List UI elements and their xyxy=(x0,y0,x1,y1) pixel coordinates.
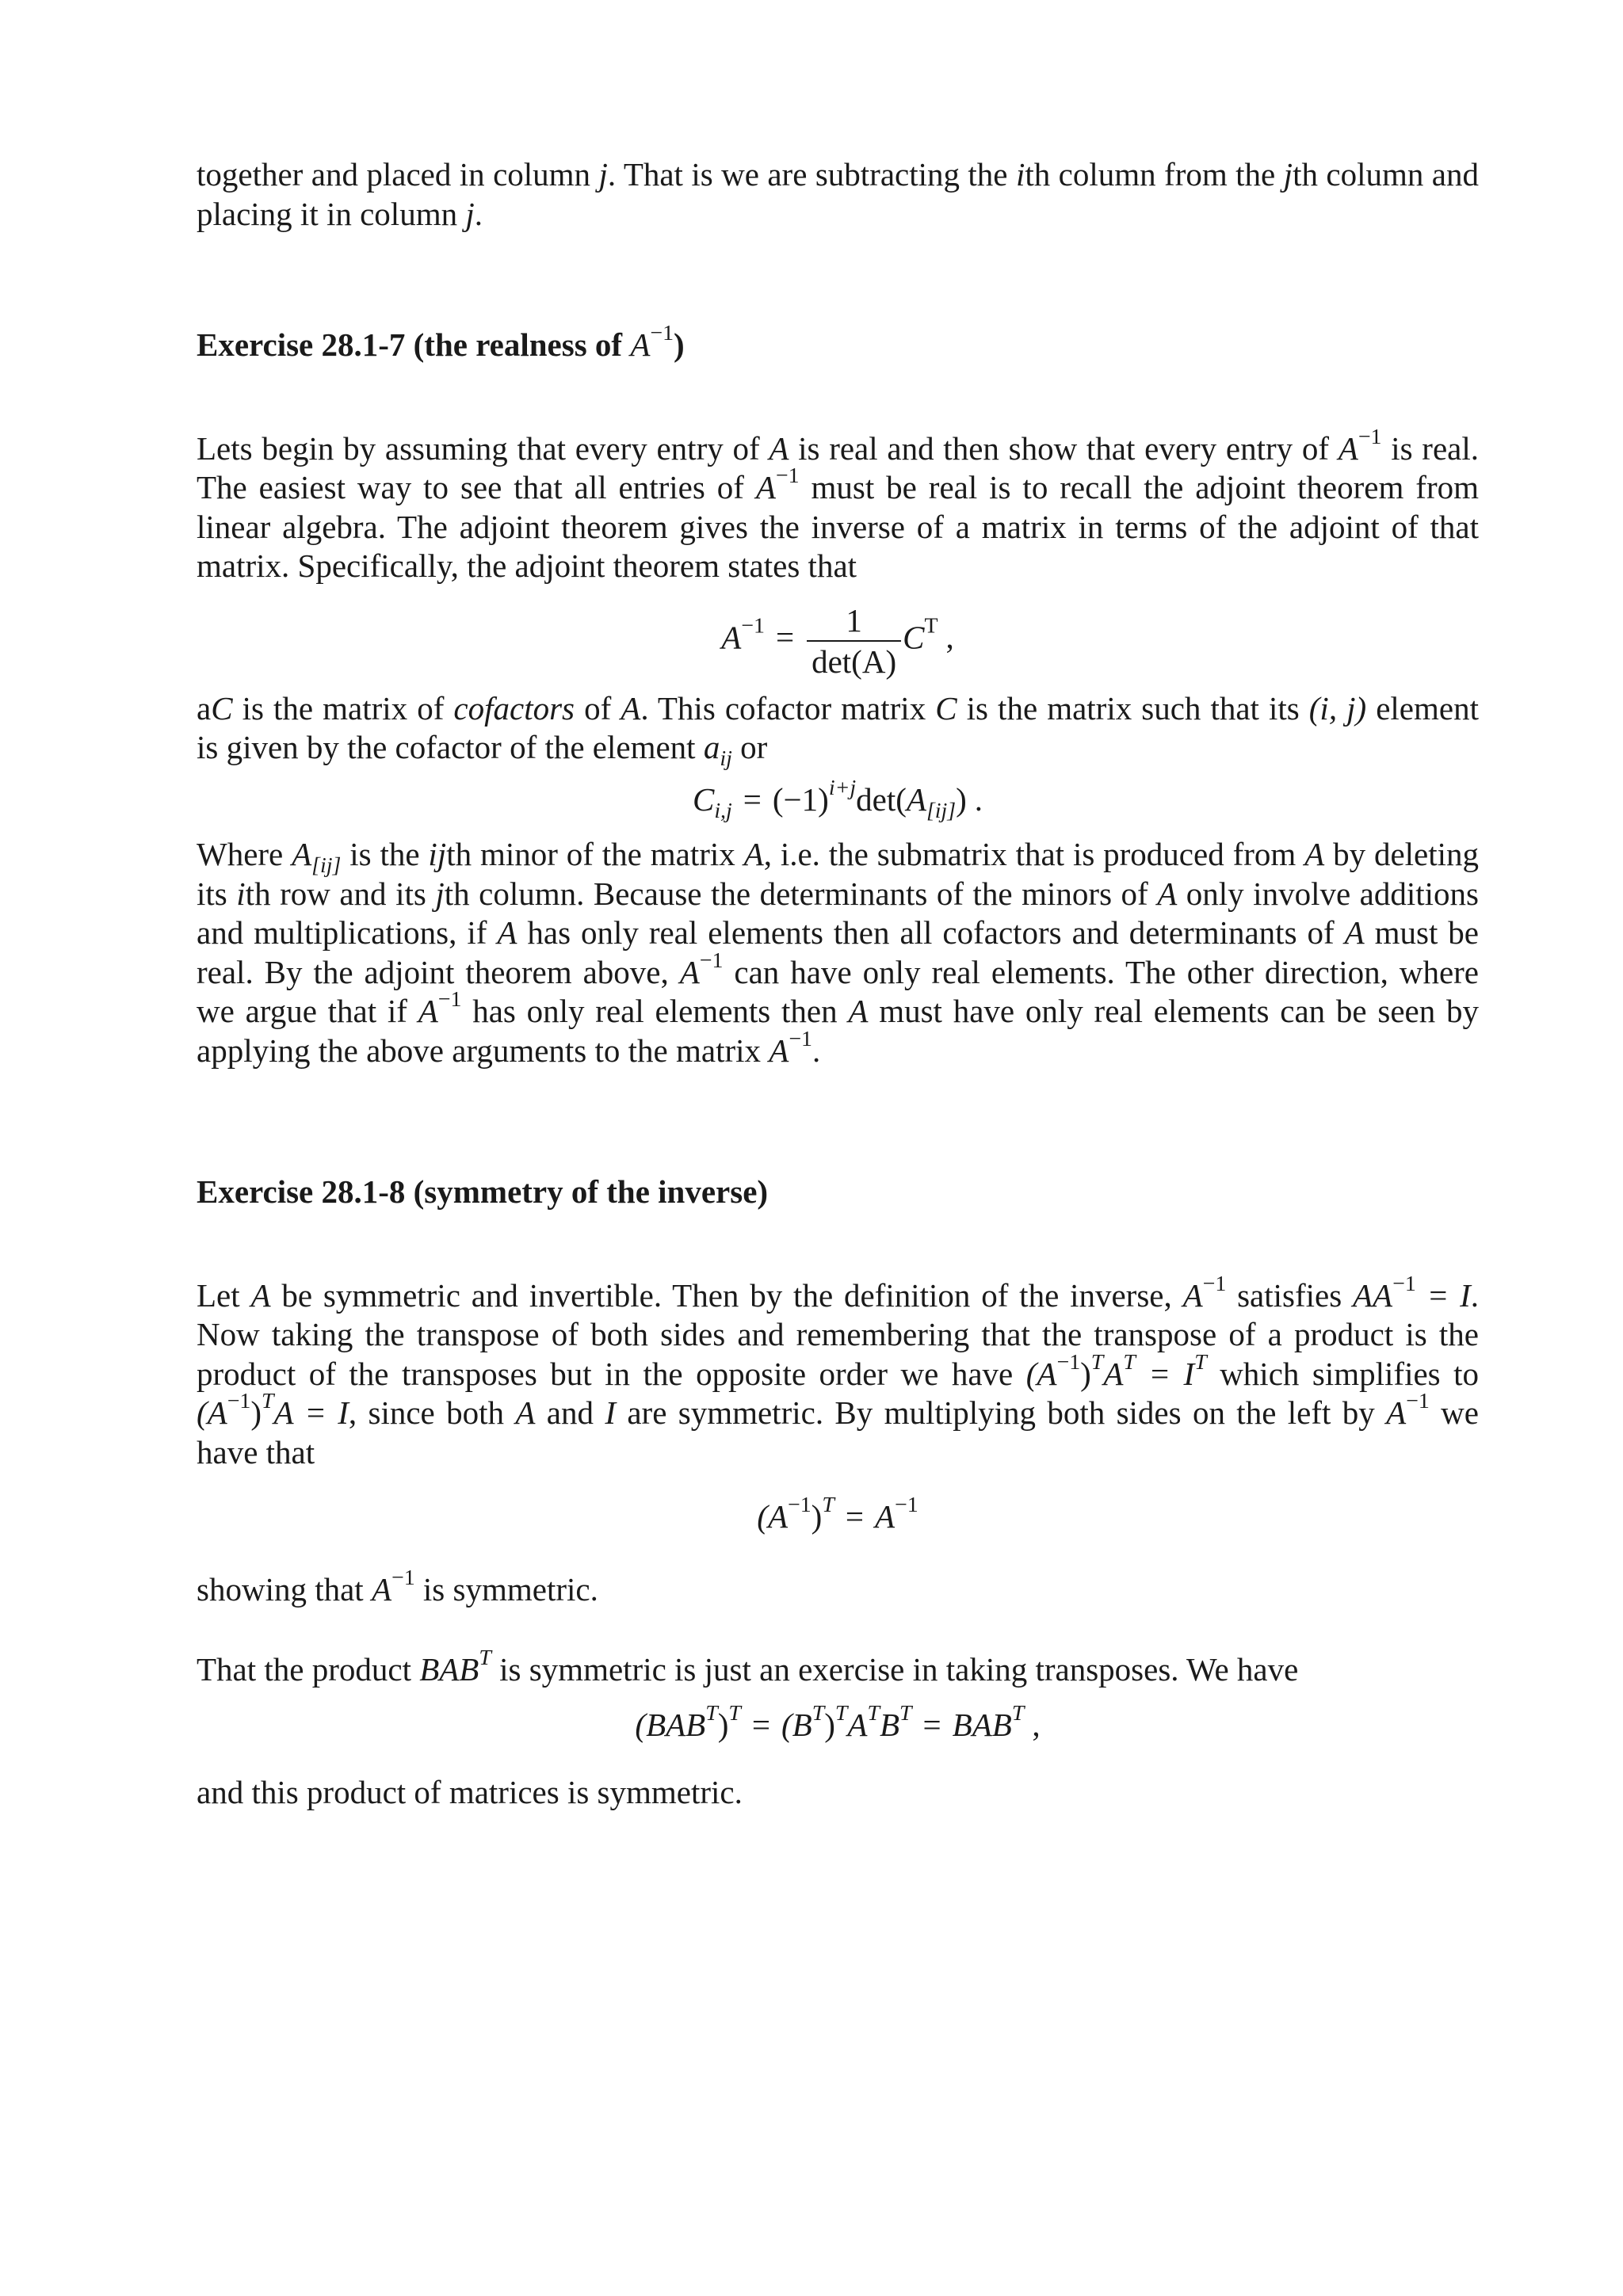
text: is real. The easiest way to see that all entries of xyxy=(197,429,1479,505)
math-term: (−1) xyxy=(772,780,829,818)
text: . This cofactor matrix xyxy=(640,689,936,727)
math-var: A xyxy=(847,1706,868,1743)
text: . xyxy=(812,1032,821,1069)
text: is symmetric is just an exercise in taking transposes. We have xyxy=(491,1651,1299,1688)
math-var: (i, j) xyxy=(1308,689,1367,727)
text: , i.e. the submatrix that is produced from xyxy=(763,836,1305,872)
math-var: A xyxy=(769,1032,789,1069)
math-subscript: [ij] xyxy=(926,798,957,823)
text: . xyxy=(474,195,483,232)
math-subscript: ij xyxy=(720,746,732,771)
text: Let xyxy=(197,1276,251,1314)
math-exponent: T xyxy=(479,1645,491,1670)
text: has only real elements then xyxy=(461,993,849,1029)
math-var: BAB xyxy=(952,1706,1012,1743)
text: which simplifies to xyxy=(1206,1355,1479,1392)
text: is the xyxy=(341,836,429,872)
text: is the matrix such that its xyxy=(957,689,1309,727)
math-exponent: T xyxy=(899,1700,912,1726)
fraction-denominator: det(A) xyxy=(812,643,897,680)
math-exponent: −1 xyxy=(1056,1349,1081,1375)
heading-text: Exercise 28.1-8 (symmetry of the inverse) xyxy=(197,1173,769,1210)
math-exponent: −1 xyxy=(789,1026,812,1051)
math-var: A xyxy=(630,326,651,363)
text: and xyxy=(535,1394,605,1431)
math-var: A xyxy=(1304,836,1325,872)
math-var: a xyxy=(703,729,720,765)
math-var: A xyxy=(371,1570,391,1608)
equation-cofactor xyxy=(197,775,1479,823)
math-equals: = xyxy=(845,1498,864,1535)
math-equals: = xyxy=(751,1706,771,1743)
math-var: BAB xyxy=(419,1651,479,1688)
math-var: A xyxy=(1182,1276,1203,1314)
math-exponent: T xyxy=(822,1492,834,1517)
math-var: C xyxy=(211,689,233,727)
text: must be real. By the adjoint theorem above, xyxy=(197,914,1480,990)
math-var: A xyxy=(292,836,312,872)
math-var: A xyxy=(418,993,438,1029)
math-var: C xyxy=(935,689,957,727)
text: of xyxy=(575,689,621,727)
math-exponent: −1 xyxy=(391,1565,415,1590)
math-exponent: T xyxy=(1194,1349,1207,1375)
math-exponent: −1 xyxy=(895,1492,918,1517)
math-var: A xyxy=(679,953,700,990)
exercise-heading-28-1-8 xyxy=(197,1173,1479,1212)
math-var: A xyxy=(755,469,776,505)
math-exponent: T xyxy=(1011,1700,1025,1726)
math-var: A xyxy=(874,1498,896,1535)
text: must have only real elements can be seen by applying the above arguments to the matrix xyxy=(197,993,1480,1069)
math-term: = I xyxy=(1415,1276,1471,1314)
text: by deleting its xyxy=(197,836,1480,912)
math-punct: , xyxy=(1032,1706,1041,1743)
text: th column. Because the determinants of the minors of xyxy=(444,875,1158,912)
fraction xyxy=(807,602,901,680)
text: we have that xyxy=(197,1394,1479,1470)
exercise-heading-28-1-7 xyxy=(197,320,1479,365)
text: th column from the xyxy=(1025,156,1284,193)
math-var: j xyxy=(465,195,475,232)
paragraph-column-operation xyxy=(197,155,1479,234)
math-term: ) xyxy=(956,780,967,818)
math-var: A xyxy=(769,429,789,467)
math-term: (BAB xyxy=(635,1706,706,1743)
math-exponent: −1 xyxy=(1406,1388,1430,1413)
equation-inverse-transpose xyxy=(197,1492,1479,1537)
math-term: ) xyxy=(250,1394,262,1431)
math-equals: = xyxy=(743,780,762,818)
math-var: i xyxy=(1015,156,1025,193)
paragraph-cofactors xyxy=(197,689,1479,771)
math-var: ij xyxy=(428,836,447,872)
math-punct: . xyxy=(974,780,983,818)
text: . Now taking the transpose of both sides and remembering that the transpose of a product is the product of the transposes but in the opposite order we have xyxy=(197,1276,1479,1392)
paragraph-product-symmetric xyxy=(197,1645,1479,1690)
fraction-numerator: 1 xyxy=(807,602,901,642)
math-var: I xyxy=(605,1394,616,1431)
math-term: A = I xyxy=(273,1394,349,1431)
text: are symmetric. By multiplying both sides on the left by xyxy=(615,1394,1387,1431)
math-exponent: −1 xyxy=(788,1492,812,1517)
text: must be real is to recall the adjoint theorem from linear algebra. The adjoint theorem gives the inverse of a matrix in terms of the adjoint of that matrix. Specifically, the adjoint theorem states that xyxy=(197,469,1479,584)
text: showing that xyxy=(197,1570,372,1608)
math-var: A xyxy=(1386,1394,1407,1431)
math-exponent: −1 xyxy=(1392,1271,1416,1296)
math-var: A xyxy=(621,689,641,727)
equation-adjoint-inverse xyxy=(197,602,1479,680)
paragraph-showing-symmetric xyxy=(197,1565,1479,1610)
math-equals: = xyxy=(922,1706,941,1743)
text: th minor of the matrix xyxy=(446,836,744,872)
math-var: A xyxy=(721,618,742,655)
math-var: C xyxy=(692,780,715,818)
math-exponent: −1 xyxy=(775,463,800,488)
text: a xyxy=(197,689,212,727)
text: element is given by the cofactor of the element xyxy=(197,689,1479,765)
text: together and placed in column xyxy=(197,156,599,193)
text: is the matrix of xyxy=(232,689,454,727)
math-var: A xyxy=(1338,429,1358,467)
math-exponent: T xyxy=(1123,1349,1136,1375)
math-term: ) xyxy=(824,1706,835,1743)
math-term: = I xyxy=(1135,1355,1195,1392)
math-exponent: T xyxy=(262,1388,274,1413)
math-var: A xyxy=(1103,1355,1124,1392)
heading-text: Exercise 28.1-7 (the realness of xyxy=(197,326,631,363)
math-var: A xyxy=(1344,914,1365,951)
math-exponent: T xyxy=(705,1700,718,1726)
math-exponent: T xyxy=(1090,1349,1104,1375)
math-var: A xyxy=(1157,875,1178,912)
text: . That is we are subtracting the xyxy=(607,156,1016,193)
math-var: A xyxy=(515,1394,536,1431)
emphasis-text: cofactors xyxy=(453,689,575,727)
math-term: ) xyxy=(1080,1355,1091,1392)
paragraph-minors xyxy=(197,835,1479,1070)
text: or xyxy=(731,729,768,765)
math-var: AA xyxy=(1353,1276,1393,1314)
text: Lets begin by assuming that every entry of xyxy=(197,429,769,467)
math-exponent: −1 xyxy=(741,612,765,638)
math-exponent: T xyxy=(812,1700,825,1726)
math-term: (B xyxy=(781,1706,812,1743)
math-exponent: −1 xyxy=(699,948,724,973)
text: can have only real elements. The other direction, where we argue that if xyxy=(197,953,1480,1029)
math-term: (A xyxy=(757,1498,788,1535)
math-term: (A xyxy=(1025,1355,1057,1392)
math-exponent: −1 xyxy=(437,986,462,1012)
math-subscript: i,j xyxy=(714,798,732,823)
heading-text: ) xyxy=(674,326,685,363)
math-var: B xyxy=(879,1706,900,1743)
math-var: A xyxy=(906,780,926,818)
text: be symmetric and invertible. Then by the definition of the inverse, xyxy=(270,1276,1183,1314)
text: That the product xyxy=(197,1651,420,1688)
math-var: j xyxy=(435,875,445,912)
math-punct: , xyxy=(945,618,954,655)
paragraph-conclusion xyxy=(197,1773,1479,1813)
math-term: det( xyxy=(856,780,907,818)
paragraph-adjoint-intro xyxy=(197,424,1479,586)
text: and this product of matrices is symmetric. xyxy=(197,1774,743,1810)
math-var: A xyxy=(848,993,869,1029)
text: , since both xyxy=(348,1394,516,1431)
text: Where xyxy=(197,836,292,872)
math-term: ) xyxy=(811,1498,823,1535)
equation-product-transpose xyxy=(197,1700,1479,1745)
math-exponent: −1 xyxy=(227,1388,251,1413)
text: is symmetric. xyxy=(414,1570,598,1608)
math-exponent: T xyxy=(834,1700,848,1726)
text: is real and then show that every entry of xyxy=(789,429,1338,467)
math-var: j xyxy=(1283,156,1293,193)
math-exponent: −1 xyxy=(1202,1271,1227,1296)
text: th row and its xyxy=(245,875,436,912)
math-exponent: T xyxy=(924,612,938,638)
text: th column and placing it in column xyxy=(197,156,1479,232)
math-equals: = xyxy=(775,618,795,655)
paragraph-symmetric-inverse xyxy=(197,1271,1479,1473)
math-var: i xyxy=(236,875,246,912)
math-var: C xyxy=(903,618,925,655)
math-var: j xyxy=(598,156,608,193)
math-exponent: T xyxy=(728,1700,741,1726)
text: has only real elements then all cofactors and determinants of xyxy=(517,914,1345,951)
text: satisfies xyxy=(1226,1276,1354,1314)
math-subscript: [ij] xyxy=(311,852,342,878)
math-term: ) xyxy=(717,1706,729,1743)
math-exponent: −1 xyxy=(1358,424,1382,449)
math-var: A xyxy=(250,1276,271,1314)
math-var: A xyxy=(743,836,764,872)
math-exponent: T xyxy=(867,1700,880,1726)
math-exponent: −1 xyxy=(650,320,674,345)
text: only involve additions and multiplications, if xyxy=(197,875,1480,951)
math-term: (A xyxy=(197,1394,227,1431)
document-page xyxy=(197,155,1479,1813)
math-exponent: i+j xyxy=(828,775,857,800)
math-var: A xyxy=(497,914,517,951)
